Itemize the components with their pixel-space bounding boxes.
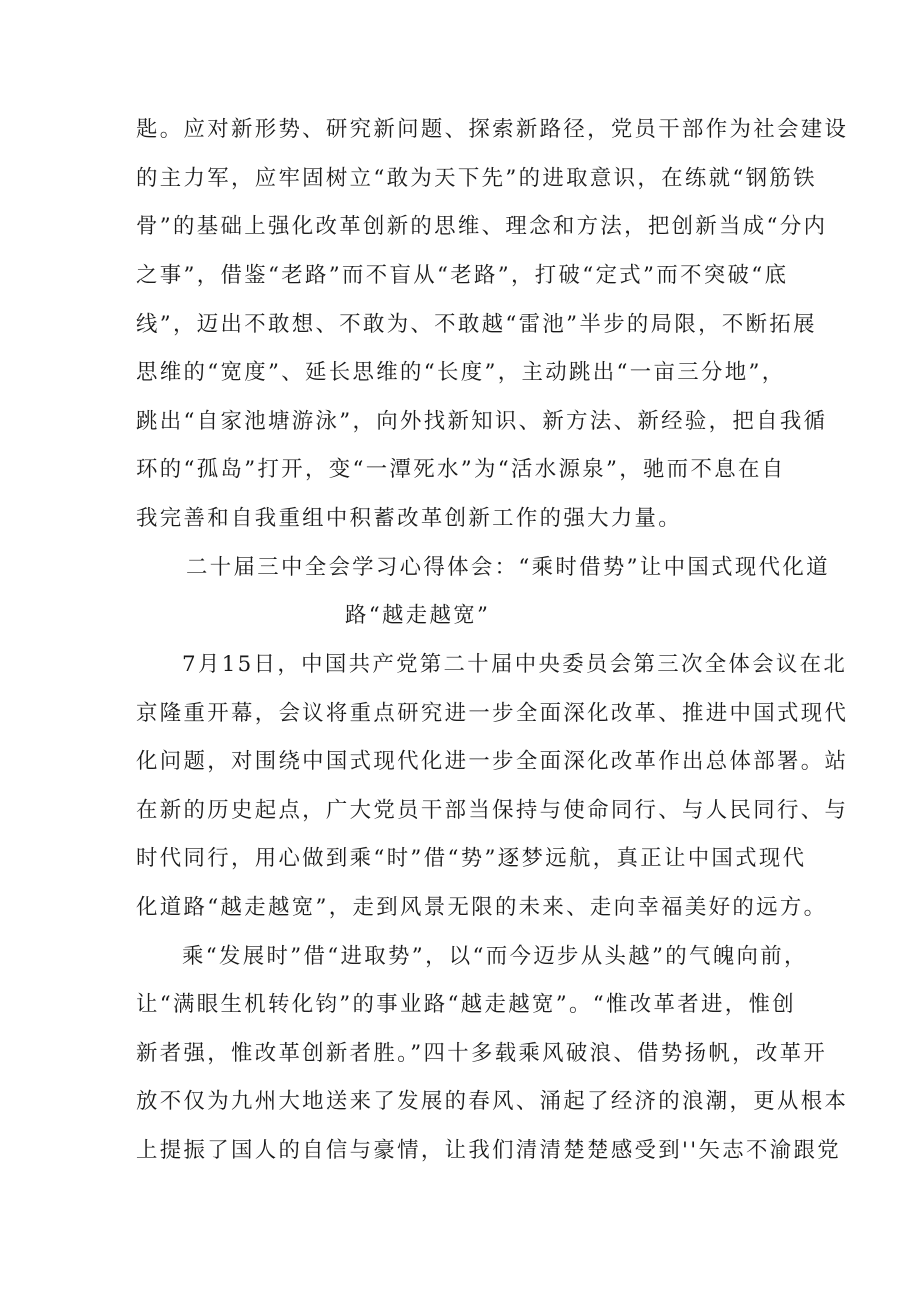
paragraph-line: 之事”，借鉴“老路”而不盲从“老路”，打破“定式”而不突破“底 <box>136 263 789 288</box>
paragraph-line: 匙。应对新形势、研究新问题、探索新路径，党员干部作为社会建设 <box>136 117 849 142</box>
section-title: 二十届三中全会学习心得体会：“乘时借势”让中国式现代化道 <box>186 555 830 580</box>
paragraph-line: 环的“孤岛”打开，变“一潭死水”为“活水源泉”，驰而不息在自 <box>136 457 786 482</box>
paragraph-line: 让“满眼生机转化钧”的事业路“越走越宽”。“惟改革者进，惟创 <box>136 992 796 1017</box>
paragraph-line: 的主力军，应牢固树立“敢为天下先”的进取意识，在练就“钢筋铁 <box>136 166 817 191</box>
paragraph-line: 上提振了国人的自信与豪情，让我们清清楚楚感受到''矢志不渝跟党 <box>136 1138 841 1163</box>
paragraph-line: 京隆重开幕，会议将重点研究进一步全面深化改革、推进中国式现代 <box>136 701 849 726</box>
paragraph-line: 7月15日，中国共产党第二十届中央委员会第三次全体会议在北 <box>182 652 848 677</box>
paragraph-line: 时代同行，用心做到乘“时”借“势”逐梦远航，真正让中国式现代 <box>136 846 807 871</box>
paragraph-line: 放不仅为九州大地送来了发展的春风、涌起了经济的浪潮，更从根本 <box>136 1089 849 1114</box>
paragraph-line: 乘“发展时”借“进取势”，以“而今迈步从头越”的气魄向前， <box>182 944 808 969</box>
paragraph-line: 化问题，对围绕中国式现代化进一步全面深化改革作出总体部署。站 <box>136 749 849 774</box>
paragraph-line: 跳出“自家池塘游泳”，向外找新知识、新方法、新经验，把自我循 <box>136 409 828 434</box>
paragraph-line: 线”，迈出不敢想、不敢为、不敢越“雷池”半步的局限，不断拓展 <box>136 312 817 337</box>
paragraph-line: 骨”的基础上强化改革创新的思维、理念和方法，把创新当成“分内 <box>136 214 828 239</box>
paragraph-line: 新者强，惟改革创新者胜。”四十多载乘风破浪、借势扬帆，改革开 <box>136 1041 828 1066</box>
paragraph-line: 我完善和自我重组中积蓄改革创新工作的强大力量。 <box>136 506 683 531</box>
paragraph-line: 思维的“宽度”、延长思维的“长度”，主动跳出“一亩三分地”， <box>136 360 786 385</box>
paragraph-line: 在新的历史起点，广大党员干部当保持与使命同行、与人民同行、与 <box>136 798 849 823</box>
section-title-continued: 路“越走越宽” <box>345 603 491 628</box>
paragraph-line: 化道路“越走越宽”，走到风景无限的未来、走向幸福美好的远方。 <box>136 895 828 920</box>
